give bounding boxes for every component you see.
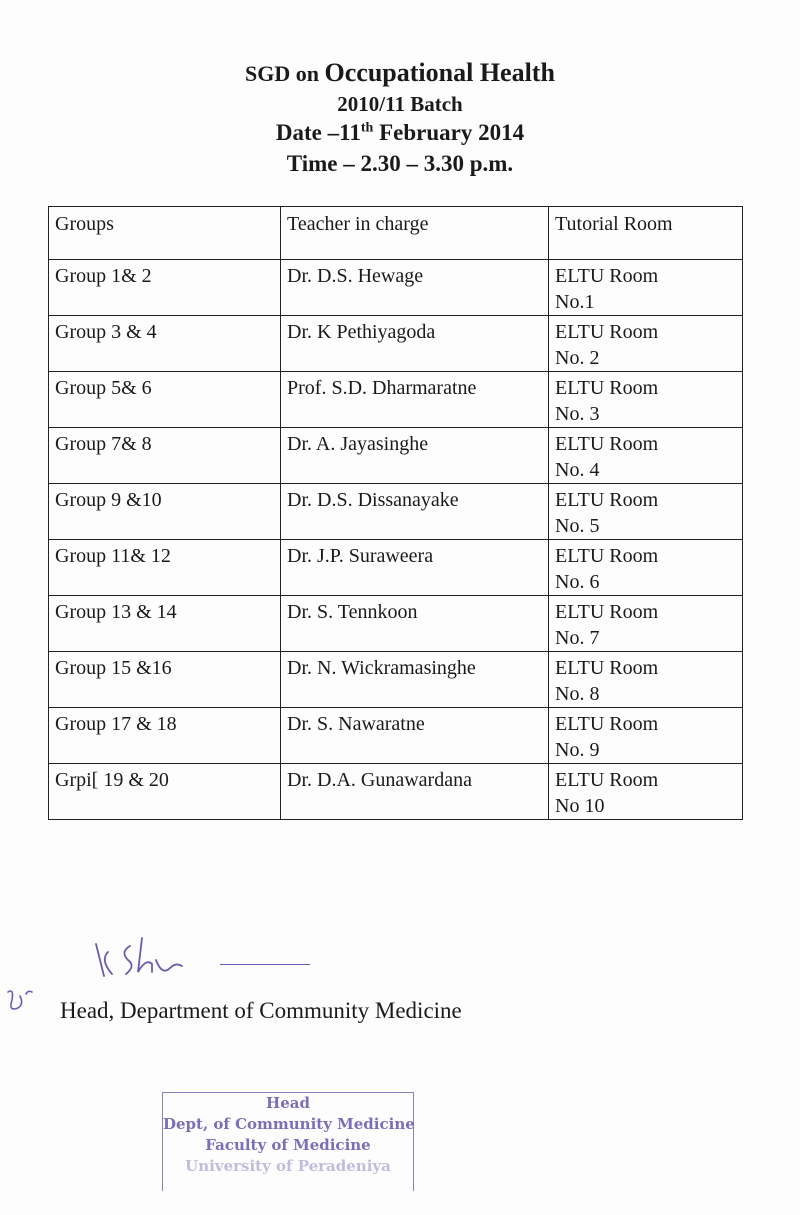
department-stamp [162,1092,414,1191]
room-number: No. 3 [555,403,600,425]
room-cell [549,316,743,372]
table-row [49,484,743,540]
room-name: ELTU Room [555,713,659,735]
room-name: ELTU Room [555,265,659,287]
teacher-cell: Dr. S. Tennkoon [281,596,549,652]
room-name: ELTU Room [555,545,659,567]
room-number: No. 9 [555,739,600,761]
date-line [0,120,800,146]
table-row [49,652,743,708]
stamp-line-3: Faculty of Medicine [205,1136,371,1154]
table-row [49,540,743,596]
room-cell [549,428,743,484]
room-cell [549,484,743,540]
group-cell: Group 7& 8 [49,428,281,484]
room-name: ELTU Room [555,769,659,791]
room-name: ELTU Room [555,657,659,679]
room-cell [549,372,743,428]
header-teacher: Teacher in charge [281,207,549,260]
room-number: No. 8 [555,683,600,705]
time-line: Time – 2.30 – 3.30 p.m. [286,151,514,176]
teacher-cell: Dr. D.A. Gunawardana [281,764,549,820]
stamp-line-4: University of Peradeniya [185,1157,391,1175]
group-cell: Group 5& 6 [49,372,281,428]
room-number: No. 6 [555,571,600,593]
room-number: No. 4 [555,459,600,481]
signature-caption: Head, Department of Community Medicine [60,998,462,1023]
teacher-cell: Dr. D.S. Dissanayake [281,484,549,540]
teacher-cell: Dr. N. Wickramasinghe [281,652,549,708]
table-row [49,596,743,652]
group-cell: Grpi[ 19 & 20 [49,764,281,820]
room-name: ELTU Room [555,433,659,455]
title-line [0,58,800,88]
room-name: ELTU Room [555,321,659,343]
signature-line [220,964,310,965]
table-header-row [49,207,743,260]
room-name: ELTU Room [555,489,659,511]
table-row [49,708,743,764]
initials-mark [4,982,38,1022]
stamp-line-1: Head [266,1094,310,1112]
batch-line: 2010/11 Batch [337,92,463,116]
table-row [49,260,743,316]
room-cell [549,708,743,764]
teacher-cell: Dr. D.S. Hewage [281,260,549,316]
teacher-cell: Dr. J.P. Suraweera [281,540,549,596]
schedule-table [48,206,743,820]
signature [90,930,230,990]
title-prefix: SGD on [245,61,320,86]
room-number: No. 7 [555,627,600,649]
group-cell: Group 17 & 18 [49,708,281,764]
group-cell: Group 9 &10 [49,484,281,540]
header-room: Tutorial Room [549,207,743,260]
title-subject: Occupational Health [324,58,555,87]
table-row [49,428,743,484]
teacher-cell: Dr. A. Jayasinghe [281,428,549,484]
table-row [49,764,743,820]
stamp-line-2: Dept, of Community Medicine [163,1115,415,1133]
date-suffix: February 2014 [373,120,525,145]
room-number: No 10 [555,795,605,817]
room-name: ELTU Room [555,377,659,399]
room-number: No. 5 [555,515,600,537]
header-groups: Groups [49,207,281,260]
date-ordinal: th [360,120,374,136]
table-row [49,316,743,372]
group-cell: Group 1& 2 [49,260,281,316]
table-row [49,372,743,428]
teacher-cell: Dr. S. Nawaratne [281,708,549,764]
group-cell: Group 11& 12 [49,540,281,596]
room-cell [549,596,743,652]
room-number: No. 2 [555,347,600,369]
group-cell: Group 15 &16 [49,652,281,708]
room-name: ELTU Room [555,601,659,623]
room-cell [549,764,743,820]
room-cell [549,260,743,316]
group-cell: Group 3 & 4 [49,316,281,372]
room-number: No.1 [555,291,595,313]
teacher-cell: Prof. S.D. Dharmaratne [281,372,549,428]
group-cell: Group 13 & 14 [49,596,281,652]
date-prefix: Date –11 [275,120,361,145]
room-cell [549,540,743,596]
room-cell [549,652,743,708]
teacher-cell: Dr. K Pethiyagoda [281,316,549,372]
